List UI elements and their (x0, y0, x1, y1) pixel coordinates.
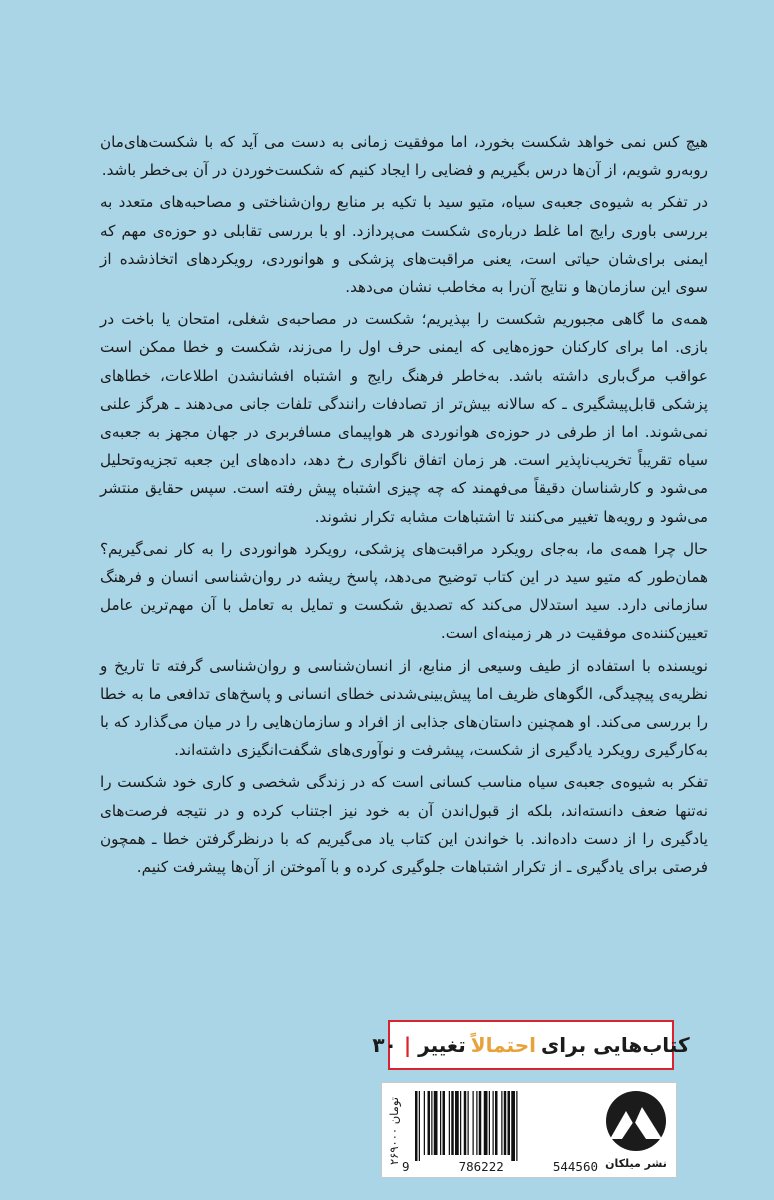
isbn-prefix-digit: 9 (402, 1159, 410, 1174)
blurb-paragraph-2: در تفکر به شیوه‌ی جعبه‌ی سیاه، متیو سید با تکیه بر منابع روان‌شناختی و مصاحبه‌های متعدد به بررسی باوری رایج اما غلط درباره‌ی شکست می‌پردازد. او با بررسی تقابلی دو حوزه‌ی مهم که ایمنی برای‌شان حیاتی است، یعنی مراقبت‌های پزشکی و هوانوردی، رویکردهای اتخاذشده از سوی این سازمان‌ها و نتایج آن‌را به مخاطب نشان می‌دهد. (100, 193, 708, 297)
isbn-group-2: 544560 (552, 1159, 598, 1174)
series-prefix: کتاب‌هایی برای (540, 1033, 690, 1057)
publisher-name: نشر میلکان (605, 1157, 667, 1170)
isbn-group-1: 786222 (458, 1159, 504, 1174)
series-number: ۳۰ (372, 1033, 397, 1057)
isbn-number (402, 1159, 598, 1174)
blurb-paragraph-5: نویسنده با استفاده از طیف وسیعی از منابع، از انسان‌شناسی و روان‌شناسی گرفته تا تاریخ و نظریه‌ی پیچیدگی، الگوهای ظریف اما پیش‌بینی‌شدنی خطای انسانی و پاسخ‌های تدافعی ما به خطا را بررسی می‌کند. او همچنین داستان‌های جذابی از افراد و سازمان‌هایی را در میان می‌گذارد که با به‌کارگیری رویکرد یادگیری از شکست، پیشرفت و نوآوری‌های شگفت‌انگیزی داشته‌اند. (100, 656, 708, 760)
series-highlight: احتمالاً (470, 1033, 536, 1057)
series-suffix: تغییر (418, 1033, 466, 1057)
barcode-panel (381, 1082, 677, 1178)
blurb-paragraph-1: هیچ کس نمی خواهد شکست بخورد، اما موفقیت زمانی به دست می آید که با شکست‌های‌مان روبه‌رو شویم، از آن‌ها درس بگیریم و فضایی را ایجاد کنیم که شکست‌خوردن در آن بی‌خطر باشد. (100, 133, 708, 180)
series-separator: | (403, 1033, 412, 1057)
blurb-paragraph-6: تفکر به شیوه‌ی جعبه‌ی سیاه مناسب کسانی است که در زندگی شخصی و کاری خود شکست را نه‌تنها ضعف دانسته‌اند، بلکه از قبول‌اندن آن به خود نیز اجتناب کرده و در نتیجه فرصت‌های یادگیری را از دست داده‌اند. با خواندن این کتاب یاد می‌گیریم که با درنظرگرفتن خطا ـ همچون فرصتی برای یادگیری ـ از تکرار اشتباهات جلوگیری کرده و با آموختن از آن‌ها پیشرفت کنیم. (100, 773, 708, 877)
series-label-box (372, 1020, 690, 1070)
blurb-text (100, 128, 708, 885)
price-label: ۲۶۹۰۰۰ تومان (387, 1097, 401, 1165)
barcode-icon (413, 1091, 593, 1161)
blurb-paragraph-3: همه‌ی ما گاهی مجبوریم شکست را بپذیریم؛ شکست در مصاحبه‌ی شغلی، امتحان یا باخت در بازی. اما برای کارکنان حوزه‌هایی که ایمنی حرف اول را می‌زند، شکست و خطا ممکن است عواقب مرگ‌باری داشته باشد. به‌خاطر فرهنگ رایج و اشتباه افشانشدن اطلاعات، خطاهای پزشکی قابل‌پیشگیری ـ که سالانه بیش‌تر از تصادفات رانندگی تلفات جانی می‌دهند ـ هرگز علنی نمی‌شوند. اما از طرفی در حوزه‌ی هوانوردی هر هواپیمای مسافربری در جهان مجهز به جعبه‌ی سیاه تقریباً تخریب‌ناپذیر است. هر زمان اتفاق ناگواری رخ دهد، داده‌های این جعبه تجزیه‌وتحلیل می‌شود و کارشناسان دقیقاً می‌فهمند که چه چیزی اشتباه پیش رفته است. سپس حقایق منتشر می‌شود و رویه‌ها تغییر می‌کنند تا اشتباهات مشابه تکرار نشوند. (100, 310, 708, 526)
blurb-paragraph-4: حال چرا همه‌ی ما، به‌جای رویکرد مراقبت‌های پزشکی، رویکرد هوانوردی را به کار نمی‌گیریم؟ همان‌طور که متیو سید در این کتاب توضیح می‌دهد، پاسخ ریشه در روان‌شناسی انسان و فرهنگ سازمانی دارد. سید استدلال می‌کند که تصدیق شکست و تمایل به تعامل با آن مهم‌ترین عامل تعیین‌کننده‌ی موفقیت در هر زمینه‌ای است. (100, 539, 708, 643)
